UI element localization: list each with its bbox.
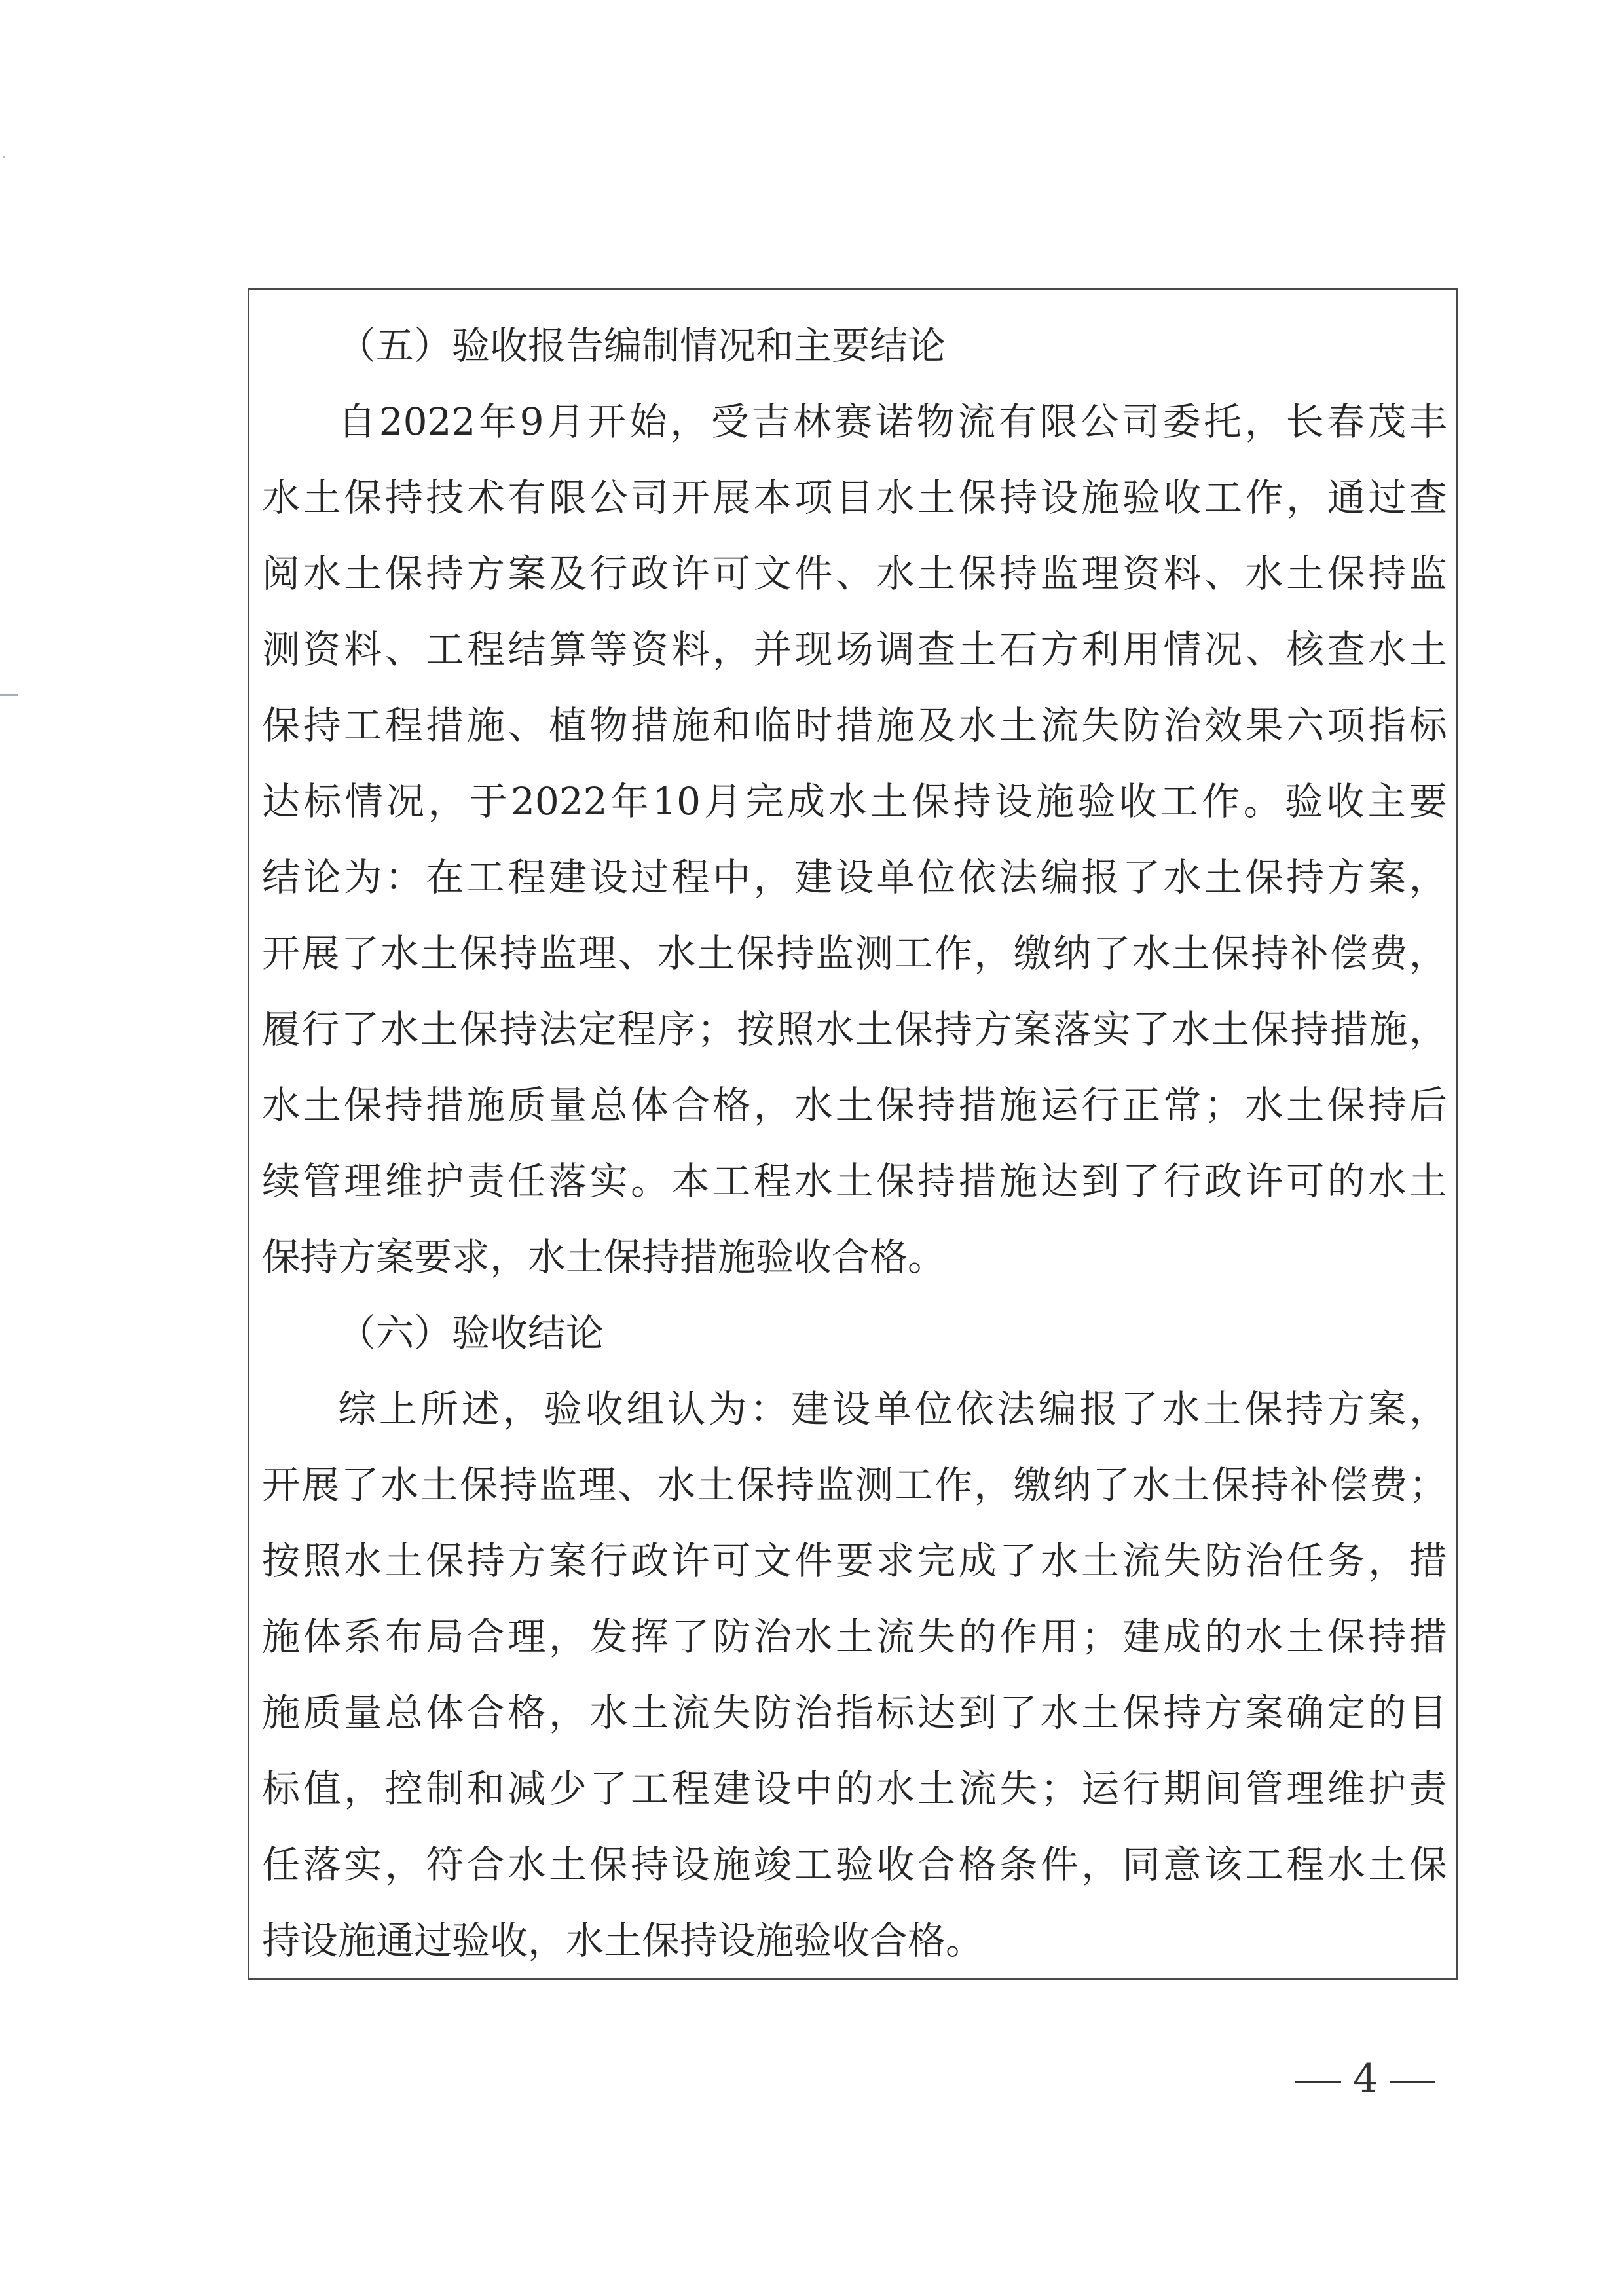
page-number xyxy=(1283,2052,1447,2105)
section5-line: 结 论 为 ： 在 工 程 建 设 过 程 中 ， 建 设 单 位 依 法 编 报 了 水 土 保 持 方 案 ， xyxy=(262,855,1447,900)
section5-heading: （五）验收报告编制情况和主要结论 xyxy=(338,323,946,368)
section6-line: 开 展 了 水 土 保 持 监 理 、 水 土 保 持 监 测 工 作 ， 缴 纳 了 水 土 保 持 补 偿 费 ； xyxy=(262,1463,1447,1507)
section5-line: 开 展 了 水 土 保 持 监 理 、 水 土 保 持 监 测 工 作 ， 缴 纳 了 水 土 保 持 补 偿 费 ， xyxy=(262,931,1447,975)
section6-line: 持设施通过验收，水土保持设施验收合格。 xyxy=(262,1918,984,1963)
section5-line: 水 土 保 持 技 术 有 限 公 司 开 展 本 项 目 水 土 保 持 设 施 验 收 工 作 ， 通 过 查 xyxy=(262,475,1447,520)
section6-line: 任 落 实 ， 符 合 水 土 保 持 设 施 竣 工 验 收 合 格 条 件 ， 同 意 该 工 程 水 土 保 xyxy=(262,1842,1447,1887)
scan-artifact xyxy=(0,694,18,696)
document-body xyxy=(262,308,1447,1978)
scan-speck xyxy=(3,156,5,158)
section6-line: 按 照 水 土 保 持 方 案 行 政 许 可 文 件 要 求 完 成 了 水 土 流 失 防 治 任 务 ， 措 xyxy=(262,1539,1447,1583)
section5-line: 保持方案要求，水土保持措施验收合格。 xyxy=(262,1235,946,1279)
section5-line: 保 持 工 程 措 施 、 植 物 措 施 和 临 时 措 施 及 水 土 流 失 防 治 效 果 六 项 指 标 xyxy=(262,703,1447,748)
page-number-value: 4 xyxy=(1353,2056,1378,2102)
section5-line: 达 标 情 况 ， 于 2022 年 10 月 完 成 水 土 保 持 设 施 验 收 工 作 。 验 收 主 要 xyxy=(262,779,1447,824)
section5-line: 水 土 保 持 措 施 质 量 总 体 合 格 ， 水 土 保 持 措 施 运 行 正 常 ； 水 土 保 持 后 xyxy=(262,1083,1447,1127)
section5-line: 阅 水 土 保 持 方 案 及 行 政 许 可 文 件 、 水 土 保 持 监 理 资 料 、 水 土 保 持 监 xyxy=(262,551,1447,596)
section5-line: 测 资 料 、 工 程 结 算 等 资 料 ， 并 现 场 调 查 土 石 方 利 用 情 况 、 核 查 水 土 xyxy=(262,627,1447,672)
section5-line: 履 行 了 水 土 保 持 法 定 程 序 ； 按 照 水 土 保 持 方 案 落 实 了 水 土 保 持 措 施 ， xyxy=(262,1007,1447,1051)
section6-line: 施 体 系 布 局 合 理 ， 发 挥 了 防 治 水 土 流 失 的 作 用 ； 建 成 的 水 土 保 持 措 xyxy=(262,1614,1447,1659)
dash-right xyxy=(1390,2081,1435,2083)
section6-line: 综 上 所 述 ， 验 收 组 认 为 ： 建 设 单 位 依 法 编 报 了 水 土 保 持 方 案 ， xyxy=(338,1387,1447,1431)
section6-line: 标 值 ， 控 制 和 减 少 了 工 程 建 设 中 的 水 土 流 失 ； 运 行 期 间 管 理 维 护 责 xyxy=(262,1766,1447,1811)
section6-heading: （六）验收结论 xyxy=(338,1311,604,1355)
section6-line: 施 质 量 总 体 合 格 ， 水 土 流 失 防 治 指 标 达 到 了 水 土 保 持 方 案 确 定 的 目 xyxy=(262,1690,1447,1735)
section5-line: 续 管 理 维 护 责 任 落 实 。 本 工 程 水 土 保 持 措 施 达 到 了 行 政 许 可 的 水 土 xyxy=(262,1159,1447,1203)
section5-line: 自 2022 年 9 月 开 始 ， 受 吉 林 赛 诺 物 流 有 限 公 司 委 托 ， 长 春 茂 丰 xyxy=(338,399,1447,444)
dash-left xyxy=(1295,2081,1341,2083)
